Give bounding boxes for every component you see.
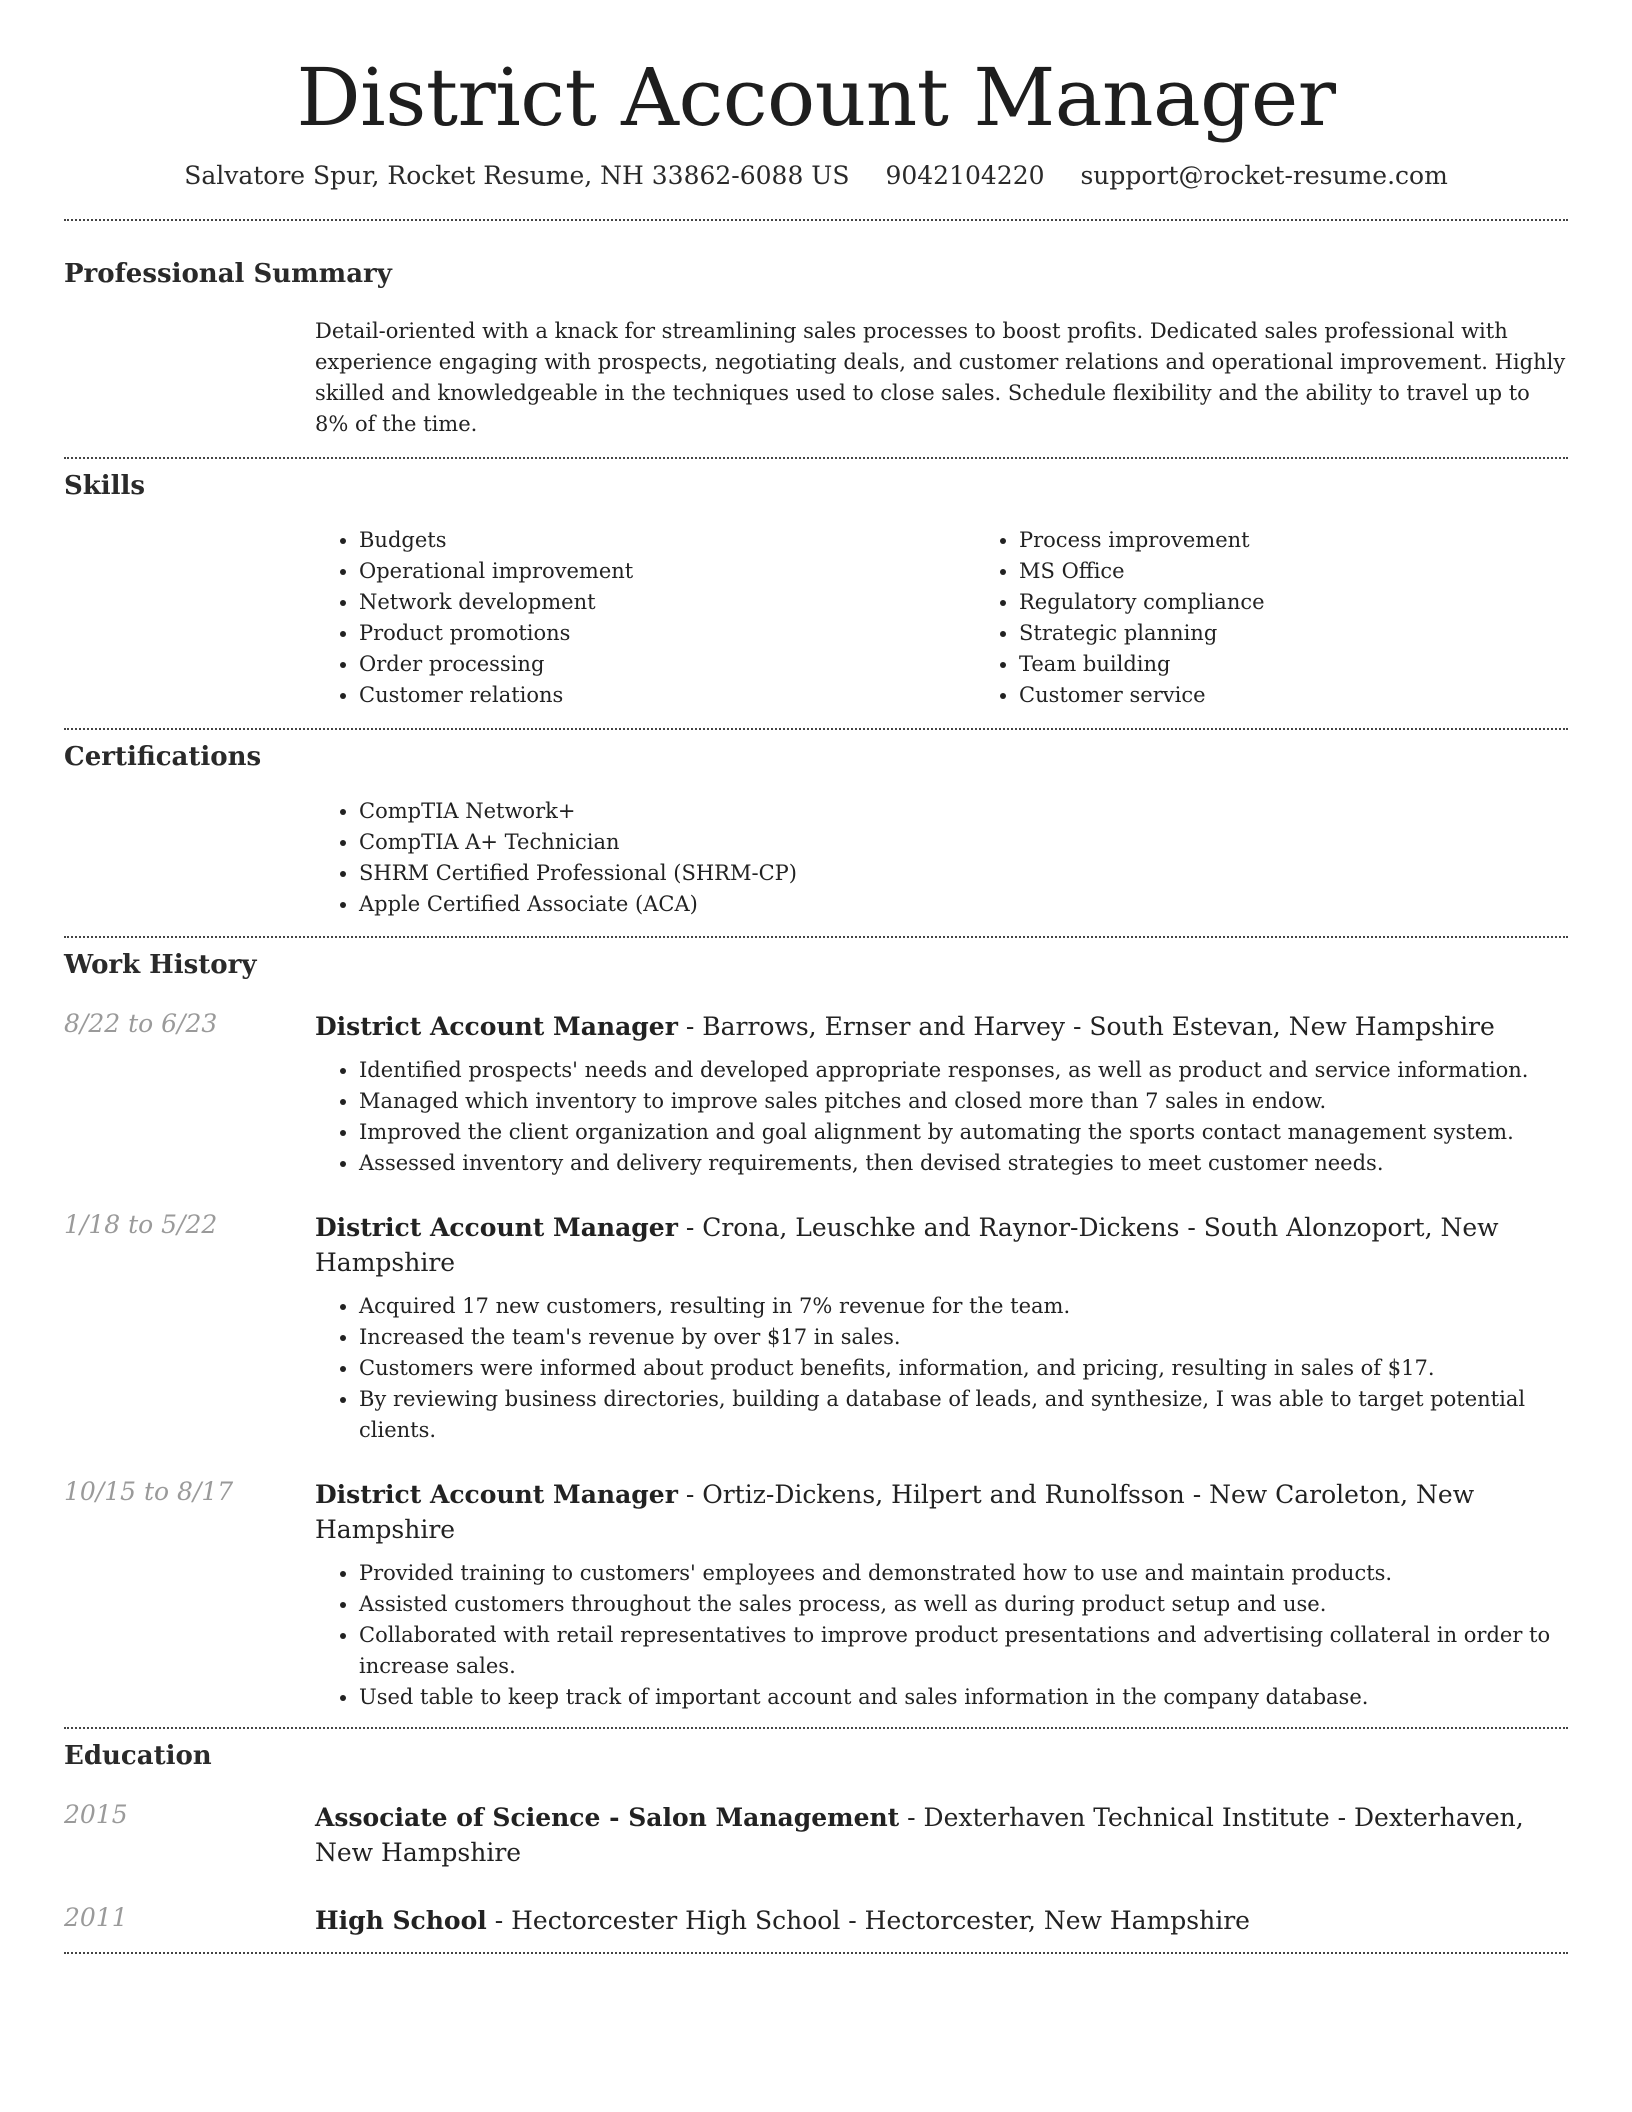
job-bullet: • Collaborated with retail representatives to improve product presentations and advertising collateral in order to increase sales. [359,1620,1568,1682]
contact-email: support@rocket-resume.com [1080,161,1448,190]
job-employer-location: - Barrows, Ernser and Harvey - South Estevan, New Hampshire [677,1012,1495,1042]
education-degree: Associate of Science - Salon Management [315,1803,900,1833]
section-divider [64,728,1568,730]
job-bullets [315,1558,1568,1713]
job-dates: 1/18 to 5/22 [64,1210,218,1240]
job-bullet: • Identified prospects' needs and developed appropriate responses, as well as product and service information. [359,1055,1568,1086]
skill-item: • Customer relations [359,680,975,711]
section-divider [64,1952,1568,1954]
work-history-section [64,950,1568,1727]
job-bullet: • Assessed inventory and delivery requirements, then devised strategies to meet customer needs. [359,1148,1568,1179]
job-bullets [315,1055,1568,1179]
skills-list-right [975,525,1632,711]
job-bullet: • Used table to keep track of important account and sales information in the company database. [359,1682,1568,1713]
job-heading [315,1210,1568,1280]
job-bullet: • Improved the client organization and goal alignment by automating the sports contact management system. [359,1117,1568,1148]
skill-item: • Regulatory compliance [1019,587,1632,618]
certification-item: • CompTIA Network+ [359,796,1568,827]
skill-item: • Network development [359,587,975,618]
contact-address: Salvatore Spur, Rocket Resume, NH 33862-6088 US [184,161,850,190]
resume-name-title: District Account Manager [296,51,1336,144]
certification-item: • CompTIA A+ Technician [359,827,1568,858]
education-heading-line [315,1903,1568,1938]
contact-phone: 9042104220 [885,161,1045,190]
job-entry [64,1210,1568,1446]
summary-heading: Professional Summary [64,258,392,289]
skill-item: • Process improvement [1019,525,1632,556]
certification-item: • SHRM Certified Professional (SHRM-CP) [359,858,1568,889]
job-bullet: • Assisted customers throughout the sales process, as well as during product setup and use. [359,1589,1568,1620]
education-degree: High School [315,1906,487,1936]
job-dates: 10/15 to 8/17 [64,1477,234,1507]
certifications-section [64,742,1568,936]
skill-item: • Operational improvement [359,556,975,587]
certifications-heading: Certifications [64,741,262,772]
education-heading-line [315,1800,1568,1870]
job-dates: 8/22 to 6/23 [64,1009,218,1039]
certification-item: • Apple Certified Associate (ACA) [359,889,1568,920]
job-title: District Account Manager [315,1012,678,1042]
skills-heading: Skills [64,470,146,501]
section-divider [64,219,1568,221]
certifications-list [315,796,1568,920]
skill-item: • Order processing [359,649,975,680]
skills-section [64,471,1568,728]
section-divider [64,457,1568,459]
job-heading [315,1009,1568,1044]
job-bullet: • Managed which inventory to improve sales pitches and closed more than 7 sales in endow. [359,1086,1568,1117]
job-bullet: • Provided training to customers' employees and demonstrated how to use and maintain products. [359,1558,1568,1589]
education-section [64,1741,1568,1952]
education-year: 2011 [64,1903,128,1933]
skill-item: • Team building [1019,649,1632,680]
job-bullet: • By reviewing business directories, building a database of leads, and synthesize, I was able to target potential clients. [359,1384,1568,1446]
section-divider [64,1727,1568,1729]
section-divider [64,936,1568,938]
skill-item: • Budgets [359,525,975,556]
work-history-heading: Work History [64,950,257,981]
job-entry [64,1009,1568,1179]
education-heading: Education [64,1741,212,1772]
skill-item: • MS Office [1019,556,1632,587]
summary-text: Detail-oriented with a knack for streamlining sales processes to boost profits. Dedicated sales professional with experience engaging with prospects, negotiating deals, and customer relations and operational improvement. Highly skilled and knowledgeable in the techniques used to close sales. Schedule flexibility and the ability to travel up to 8% of the time. [315,318,1566,436]
job-entry [64,1477,1568,1727]
job-bullet: • Customers were informed about product benefits, information, and pricing, resulting in sales of $17. [359,1353,1568,1384]
job-heading [315,1477,1568,1547]
job-bullet: • Acquired 17 new customers, resulting in 7% revenue for the team. [359,1291,1568,1322]
skill-item: • Strategic planning [1019,618,1632,649]
job-title: District Account Manager [315,1213,678,1243]
education-entry [64,1800,1568,1870]
education-school-location: - Hectorcester High School - Hectorcester, New Hampshire [486,1906,1250,1936]
job-bullets [315,1291,1568,1446]
job-employer-location: - Crona, Leuschke and Raynor-Dickens - South Alonzoport, New Hampshire [315,1213,1499,1278]
education-entry [64,1903,1568,1952]
job-employer-location: - Ortiz-Dickens, Hilpert and Runolfsson - New Caroleton, New Hampshire [315,1480,1475,1545]
skill-item: • Product promotions [359,618,975,649]
contact-line [64,160,1568,193]
education-year: 2015 [64,1800,128,1830]
job-bullet: • Increased the team's revenue by over $17 in sales. [359,1322,1568,1353]
education-school-location: - Dexterhaven Technical Institute - Dexterhaven, New Hampshire [315,1803,1524,1868]
job-title: District Account Manager [315,1480,678,1510]
skill-item: • Customer service [1019,680,1632,711]
skills-list-left [315,525,975,711]
summary-section [64,259,1568,457]
